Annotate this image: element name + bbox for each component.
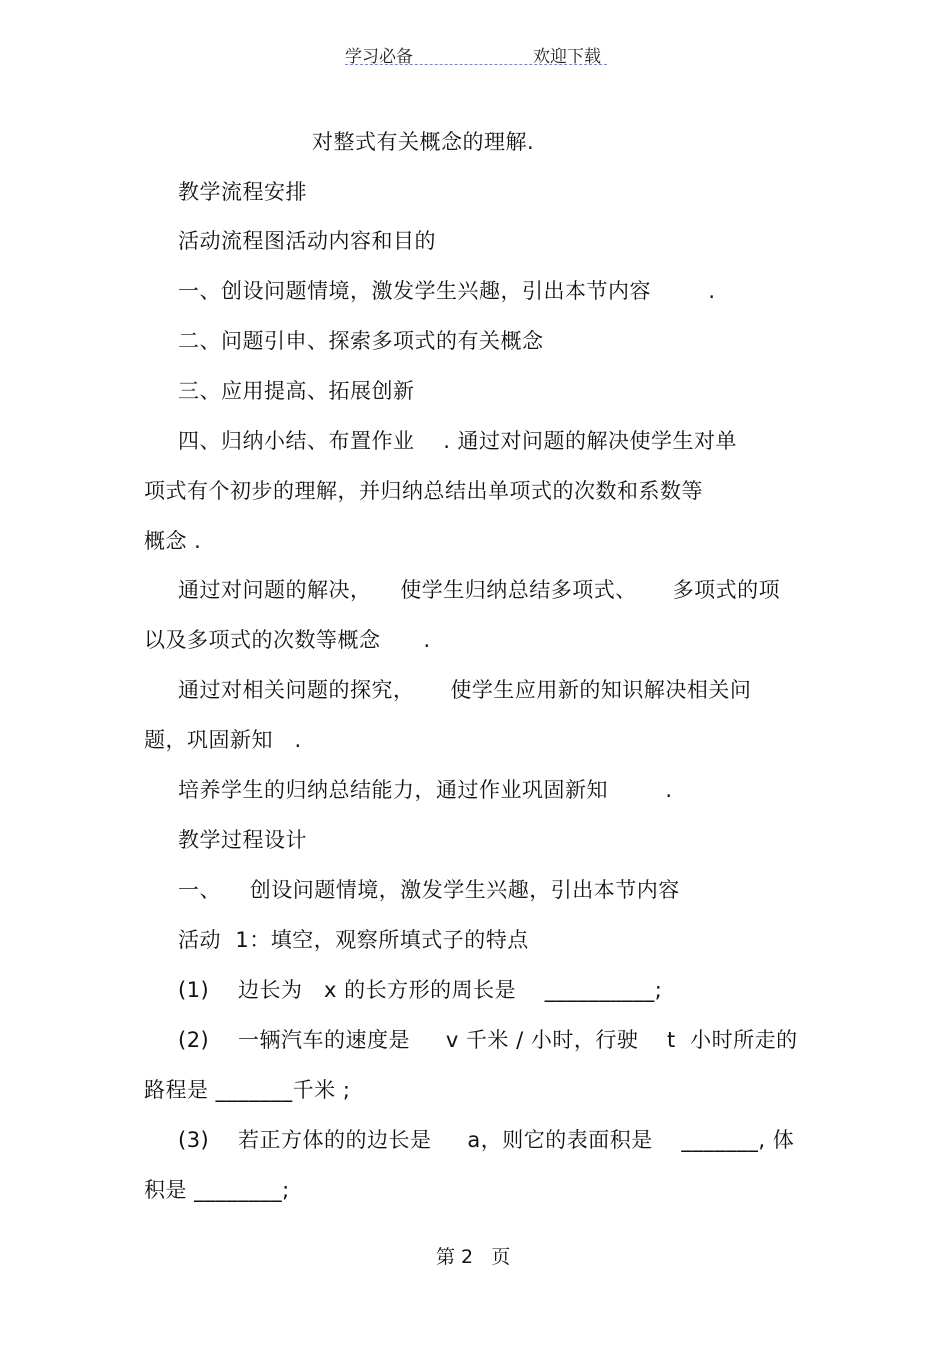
section-title: 对整式有关概念的理解. <box>312 130 535 154</box>
question-3: (3) 若正方体的的边长是 a，则它的表面积是 _______, 体 <box>178 1128 795 1152</box>
text-line: 以及多项式的次数等概念 . <box>144 628 431 652</box>
page-header <box>345 40 607 65</box>
header-right: 欢迎下载 <box>533 47 601 67</box>
question-2: (2) 一辆汽车的速度是 v 千米 / 小时，行驶 t 小时所走的 <box>178 1028 798 1052</box>
text-line: 一、 创设问题情境，激发学生兴趣，引出本节内容 <box>178 878 680 902</box>
text-line: 二、问题引申、探索多项式的有关概念 <box>178 329 544 353</box>
page-number: 第 2 页 <box>436 1246 511 1268</box>
text-line: 通过对相关问题的探究， 使学生应用新的知识解决相关问 <box>178 678 752 702</box>
text-line: 活动 1：填空，观察所填式子的特点 <box>178 928 529 952</box>
text-line: 教学流程安排 <box>178 180 307 204</box>
header-left: 学习必备 <box>345 47 413 67</box>
text-line: 活动流程图活动内容和目的 <box>178 229 436 253</box>
text-line: 培养学生的归纳总结能力，通过作业巩固新知 . <box>178 778 673 802</box>
text-line: 积是 ________; <box>144 1178 290 1202</box>
question-1: (1) 边长为 x 的长方形的周长是 __________; <box>178 978 663 1002</box>
text-line: 四、归纳小结、布置作业 . 通过对问题的解决使学生对单 <box>178 429 738 453</box>
text-line: 通过对问题的解决， 使学生归纳总结多项式、 多项式的项 <box>178 578 781 602</box>
text-line: 教学过程设计 <box>178 828 307 852</box>
text-line: 一、创设问题情境，激发学生兴趣，引出本节内容 . <box>178 279 716 303</box>
text-line: 项式有个初步的理解，并归纳总结出单项式的次数和系数等 <box>144 479 703 503</box>
text-line: 概念 . <box>144 529 202 553</box>
text-line: 路程是 _______千米 ; <box>144 1078 351 1102</box>
text-line: 三、应用提高、拓展创新 <box>178 379 415 403</box>
text-line: 题，巩固新知 . <box>144 728 302 752</box>
